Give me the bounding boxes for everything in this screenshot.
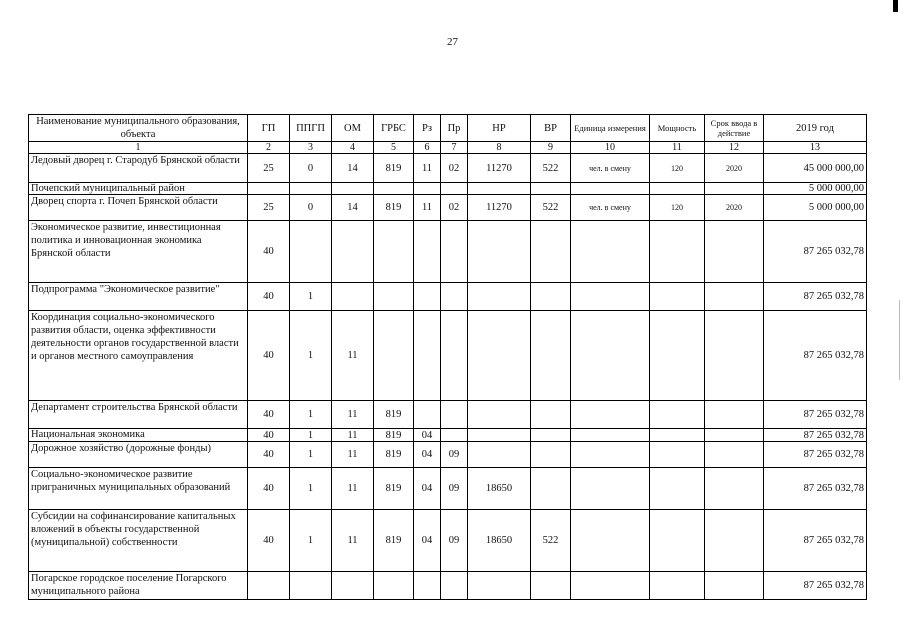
cell-nr bbox=[468, 401, 531, 429]
cell-vr bbox=[531, 311, 571, 401]
cell-vr bbox=[531, 183, 571, 195]
cell-grbs: 819 bbox=[374, 401, 414, 429]
header-om: ОМ bbox=[332, 115, 374, 142]
cell-vr: 522 bbox=[531, 510, 571, 572]
cell-vr bbox=[531, 283, 571, 311]
header-row bbox=[29, 115, 867, 142]
cell-pr bbox=[441, 429, 468, 442]
cell-om: 11 bbox=[332, 429, 374, 442]
cell-rz: 04 bbox=[414, 468, 441, 510]
header-grbs: ГРБС bbox=[374, 115, 414, 142]
cell-vr: 522 bbox=[531, 154, 571, 183]
cell-name: Ледовый дворец г. Стародуб Брянской области bbox=[29, 154, 248, 183]
cell-grbs bbox=[374, 572, 414, 600]
cell-name: Экономическое развитие, инвестиционная политика и инновационная экономика Брянской области bbox=[29, 221, 248, 283]
cell-nr bbox=[468, 283, 531, 311]
cell-pr bbox=[441, 311, 468, 401]
cell-unit bbox=[571, 183, 650, 195]
cell-ppgp: 0 bbox=[290, 195, 332, 221]
cell-power bbox=[650, 510, 705, 572]
column-number: 7 bbox=[441, 142, 468, 154]
cell-amount: 87 265 032,78 bbox=[764, 572, 867, 600]
cell-grbs: 819 bbox=[374, 510, 414, 572]
table-row bbox=[29, 183, 867, 195]
cell-grbs bbox=[374, 283, 414, 311]
column-number: 9 bbox=[531, 142, 571, 154]
cell-term bbox=[705, 183, 764, 195]
cell-power: 120 bbox=[650, 154, 705, 183]
page-number: 27 bbox=[447, 36, 458, 48]
header-vr: ВР bbox=[531, 115, 571, 142]
cell-ppgp: 1 bbox=[290, 510, 332, 572]
table-row bbox=[29, 468, 867, 510]
cell-grbs: 819 bbox=[374, 442, 414, 468]
cell-unit bbox=[571, 510, 650, 572]
cell-unit: чел. в смену bbox=[571, 154, 650, 183]
cell-nr bbox=[468, 221, 531, 283]
cell-grbs: 819 bbox=[374, 154, 414, 183]
cell-amount: 87 265 032,78 bbox=[764, 442, 867, 468]
cell-rz bbox=[414, 221, 441, 283]
cell-unit bbox=[571, 468, 650, 510]
cell-name: Координация социально-экономического развития области, оценка эффективности деятельности органов государственной власти и органов местного самоуправления bbox=[29, 311, 248, 401]
cell-vr bbox=[531, 429, 571, 442]
cell-term bbox=[705, 510, 764, 572]
cell-pr bbox=[441, 572, 468, 600]
cell-pr bbox=[441, 401, 468, 429]
cell-term bbox=[705, 468, 764, 510]
cell-amount: 87 265 032,78 bbox=[764, 283, 867, 311]
header-year: 2019 год bbox=[764, 115, 867, 142]
cell-term: 2020 bbox=[705, 154, 764, 183]
cell-rz: 11 bbox=[414, 154, 441, 183]
table-body bbox=[29, 142, 867, 600]
cell-ppgp bbox=[290, 183, 332, 195]
cell-unit bbox=[571, 221, 650, 283]
cell-amount: 87 265 032,78 bbox=[764, 468, 867, 510]
cell-ppgp bbox=[290, 572, 332, 600]
cell-ppgp: 1 bbox=[290, 429, 332, 442]
cell-pr: 09 bbox=[441, 468, 468, 510]
cell-grbs: 819 bbox=[374, 195, 414, 221]
cell-term bbox=[705, 429, 764, 442]
cell-term bbox=[705, 283, 764, 311]
cell-om bbox=[332, 183, 374, 195]
header-nr: НР bbox=[468, 115, 531, 142]
cell-power bbox=[650, 401, 705, 429]
cell-term bbox=[705, 401, 764, 429]
cell-pr: 02 bbox=[441, 195, 468, 221]
cell-amount: 5 000 000,00 bbox=[764, 183, 867, 195]
budget-table bbox=[28, 114, 867, 600]
cell-ppgp: 1 bbox=[290, 311, 332, 401]
cell-nr: 11270 bbox=[468, 195, 531, 221]
cell-ppgp: 1 bbox=[290, 283, 332, 311]
table-row bbox=[29, 195, 867, 221]
cell-amount: 45 000 000,00 bbox=[764, 154, 867, 183]
table-row bbox=[29, 154, 867, 183]
cell-name: Подпрограмма "Экономическое развитие" bbox=[29, 283, 248, 311]
cell-name: Национальная экономика bbox=[29, 429, 248, 442]
cell-om: 14 bbox=[332, 154, 374, 183]
cell-name: Департамент строительства Брянской области bbox=[29, 401, 248, 429]
cell-om: 11 bbox=[332, 468, 374, 510]
column-number: 5 bbox=[374, 142, 414, 154]
column-number: 6 bbox=[414, 142, 441, 154]
cell-pr: 02 bbox=[441, 154, 468, 183]
table-row bbox=[29, 311, 867, 401]
cell-nr bbox=[468, 183, 531, 195]
cell-rz: 11 bbox=[414, 195, 441, 221]
header-pr: Пр bbox=[441, 115, 468, 142]
cell-nr: 18650 bbox=[468, 468, 531, 510]
column-number-row bbox=[29, 142, 867, 154]
cell-unit: чел. в смену bbox=[571, 195, 650, 221]
header-rz: Рз bbox=[414, 115, 441, 142]
cell-rz bbox=[414, 401, 441, 429]
cell-rz bbox=[414, 283, 441, 311]
cell-nr: 11270 bbox=[468, 154, 531, 183]
cell-rz: 04 bbox=[414, 442, 441, 468]
cell-om: 14 bbox=[332, 195, 374, 221]
cell-om bbox=[332, 283, 374, 311]
cell-power bbox=[650, 442, 705, 468]
cell-gp bbox=[248, 183, 290, 195]
header-name: Наименование муниципального образования, объекта bbox=[29, 115, 248, 142]
cell-power bbox=[650, 429, 705, 442]
cell-nr bbox=[468, 442, 531, 468]
cell-name: Дворец спорта г. Почеп Брянской области bbox=[29, 195, 248, 221]
cell-rz bbox=[414, 572, 441, 600]
cell-power bbox=[650, 183, 705, 195]
column-number: 11 bbox=[650, 142, 705, 154]
cell-grbs: 819 bbox=[374, 429, 414, 442]
column-number: 12 bbox=[705, 142, 764, 154]
header-term: Срок ввода в действие bbox=[705, 115, 764, 142]
cell-gp: 40 bbox=[248, 510, 290, 572]
cell-vr: 522 bbox=[531, 195, 571, 221]
cell-amount: 87 265 032,78 bbox=[764, 429, 867, 442]
cell-pr bbox=[441, 183, 468, 195]
cell-term bbox=[705, 311, 764, 401]
cell-rz bbox=[414, 183, 441, 195]
table-row bbox=[29, 221, 867, 283]
cell-nr bbox=[468, 311, 531, 401]
table-row bbox=[29, 283, 867, 311]
column-number: 4 bbox=[332, 142, 374, 154]
cell-term bbox=[705, 442, 764, 468]
cell-gp: 25 bbox=[248, 154, 290, 183]
header-gp: ГП bbox=[248, 115, 290, 142]
table-row bbox=[29, 442, 867, 468]
cell-grbs bbox=[374, 221, 414, 283]
cell-term bbox=[705, 221, 764, 283]
cell-amount: 87 265 032,78 bbox=[764, 311, 867, 401]
column-number: 3 bbox=[290, 142, 332, 154]
table-row bbox=[29, 401, 867, 429]
column-number: 13 bbox=[764, 142, 867, 154]
cell-amount: 5 000 000,00 bbox=[764, 195, 867, 221]
cell-amount: 87 265 032,78 bbox=[764, 221, 867, 283]
cell-om: 11 bbox=[332, 311, 374, 401]
cell-power bbox=[650, 221, 705, 283]
cell-power: 120 bbox=[650, 195, 705, 221]
cell-ppgp: 1 bbox=[290, 442, 332, 468]
scan-edge-line bbox=[899, 300, 900, 380]
cell-gp: 40 bbox=[248, 442, 290, 468]
cell-vr bbox=[531, 442, 571, 468]
cell-amount: 87 265 032,78 bbox=[764, 401, 867, 429]
table-row bbox=[29, 429, 867, 442]
cell-power bbox=[650, 572, 705, 600]
table-row bbox=[29, 572, 867, 600]
cell-term: 2020 bbox=[705, 195, 764, 221]
cell-name: Социально-экономическое развитие приграничных муниципальных образований bbox=[29, 468, 248, 510]
cell-pr: 09 bbox=[441, 442, 468, 468]
column-number: 8 bbox=[468, 142, 531, 154]
cell-unit bbox=[571, 572, 650, 600]
cell-om bbox=[332, 572, 374, 600]
cell-nr bbox=[468, 572, 531, 600]
cell-ppgp: 1 bbox=[290, 468, 332, 510]
cell-gp: 25 bbox=[248, 195, 290, 221]
cell-unit bbox=[571, 429, 650, 442]
header-unit: Единица измерения bbox=[571, 115, 650, 142]
cell-gp: 40 bbox=[248, 401, 290, 429]
cell-pr bbox=[441, 221, 468, 283]
cell-nr: 18650 bbox=[468, 510, 531, 572]
cell-name: Субсидии на софинансирование капитальных вложений в объекты государственной (муниципальной) собственности bbox=[29, 510, 248, 572]
cell-ppgp: 1 bbox=[290, 401, 332, 429]
cell-vr bbox=[531, 401, 571, 429]
cell-unit bbox=[571, 283, 650, 311]
scan-edge-mark bbox=[893, 0, 898, 12]
cell-power bbox=[650, 468, 705, 510]
cell-grbs bbox=[374, 311, 414, 401]
column-number: 2 bbox=[248, 142, 290, 154]
cell-gp bbox=[248, 572, 290, 600]
cell-unit bbox=[571, 311, 650, 401]
cell-power bbox=[650, 311, 705, 401]
cell-gp: 40 bbox=[248, 221, 290, 283]
cell-name: Почепский муниципальный район bbox=[29, 183, 248, 195]
cell-vr bbox=[531, 221, 571, 283]
column-number: 10 bbox=[571, 142, 650, 154]
column-number: 1 bbox=[29, 142, 248, 154]
cell-unit bbox=[571, 401, 650, 429]
cell-term bbox=[705, 572, 764, 600]
header-power: Мощность bbox=[650, 115, 705, 142]
cell-unit bbox=[571, 442, 650, 468]
cell-pr: 09 bbox=[441, 510, 468, 572]
cell-name: Погарское городское поселение Погарского муниципального района bbox=[29, 572, 248, 600]
table-row bbox=[29, 510, 867, 572]
cell-name: Дорожное хозяйство (дорожные фонды) bbox=[29, 442, 248, 468]
cell-pr bbox=[441, 283, 468, 311]
cell-gp: 40 bbox=[248, 283, 290, 311]
cell-power bbox=[650, 283, 705, 311]
cell-vr bbox=[531, 468, 571, 510]
cell-om bbox=[332, 221, 374, 283]
cell-gp: 40 bbox=[248, 468, 290, 510]
cell-gp: 40 bbox=[248, 429, 290, 442]
cell-rz bbox=[414, 311, 441, 401]
cell-ppgp bbox=[290, 221, 332, 283]
cell-om: 11 bbox=[332, 442, 374, 468]
cell-vr bbox=[531, 572, 571, 600]
cell-nr bbox=[468, 429, 531, 442]
cell-amount: 87 265 032,78 bbox=[764, 510, 867, 572]
cell-om: 11 bbox=[332, 510, 374, 572]
header-ppgp: ППГП bbox=[290, 115, 332, 142]
cell-grbs: 819 bbox=[374, 468, 414, 510]
cell-grbs bbox=[374, 183, 414, 195]
cell-rz: 04 bbox=[414, 510, 441, 572]
cell-om: 11 bbox=[332, 401, 374, 429]
cell-gp: 40 bbox=[248, 311, 290, 401]
cell-rz: 04 bbox=[414, 429, 441, 442]
cell-ppgp: 0 bbox=[290, 154, 332, 183]
